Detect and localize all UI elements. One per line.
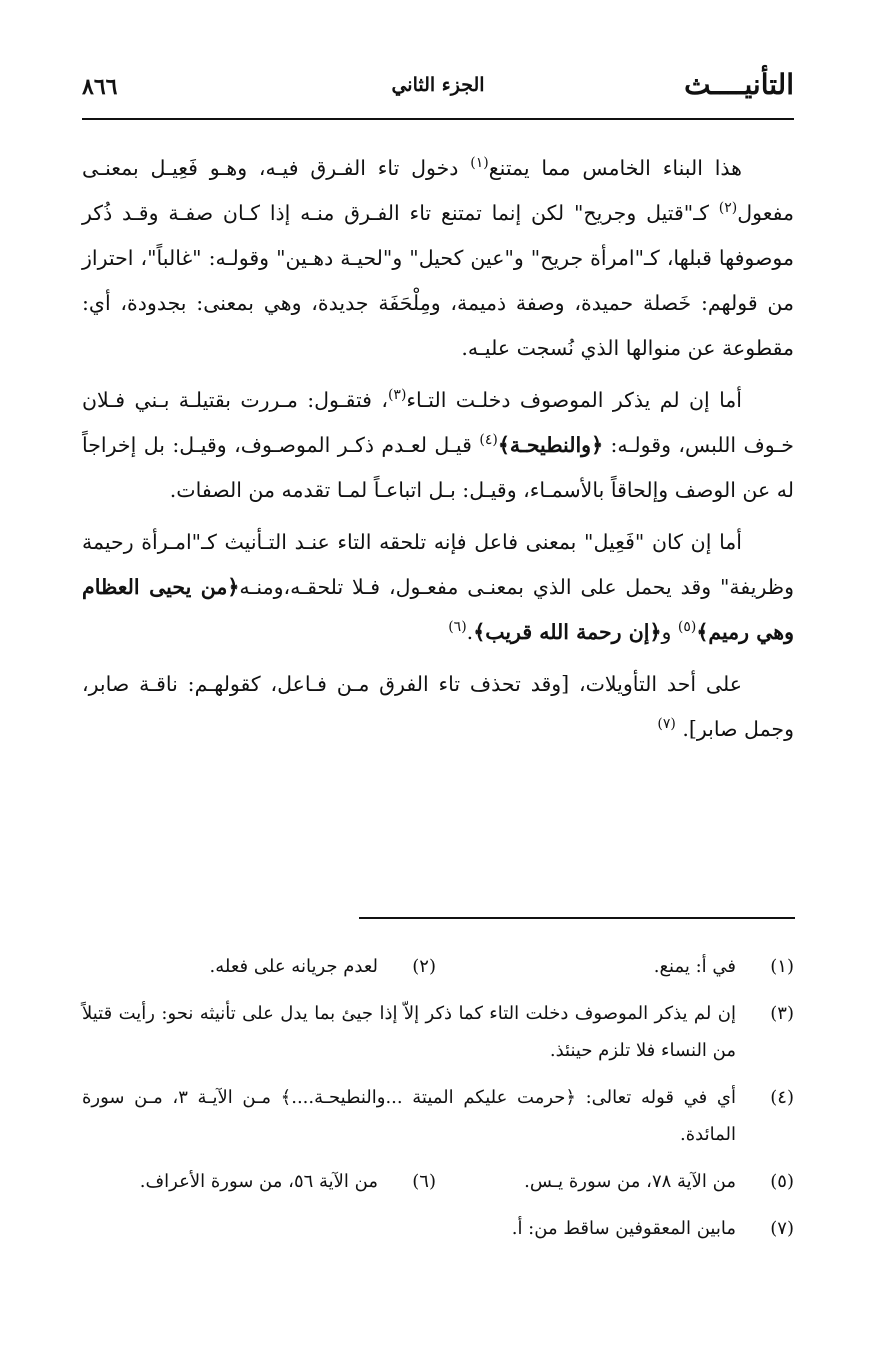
footnote-4	[82, 1079, 794, 1153]
text-run: دخول تاء الفـرق فيـه، وهـو فَعِيـل بمعنـى مفعول	[82, 156, 794, 225]
footnote-6	[82, 1163, 436, 1200]
footnote-text: مابين المعقوفين ساقط من: أ.	[511, 1218, 736, 1239]
running-header	[82, 62, 794, 120]
footnote-number: (٥)	[770, 1171, 794, 1192]
page-number: ٨٦٦	[82, 74, 118, 100]
footnotes	[82, 948, 794, 1257]
footnote-number: (٢)	[412, 956, 436, 977]
footnote-ref-2: (٢)	[718, 200, 738, 217]
text-run: كـ"قتيل وجريح" لكن إنما تمتنع تاء الفـرق منـه إذا كـان صفـة وقـد ذُكر موصوفها قبلها، كـ"امرأة جريح" و"عين كحيل" و"لحيـة دهـين" وقولـه: "غالباً"، احتراز من قولهم: خَصلة حميدة، وصفة ذميمة، ومِلْحَفَة جديدة، وهي بمعنى: بجدودة، أي: مقطوعة عن منوالها الذي نُسجت عليـه.	[82, 201, 794, 360]
footnote-divider	[359, 917, 795, 919]
footnote-ref-6: (٦)	[448, 619, 467, 636]
text-run: و	[661, 620, 678, 644]
footnote-text: أي في قوله تعالى: ﴿حرمت عليكم الميتة ...والنطيحـة....﴾ مـن الآيـة ٣، مـن سورة المائدة.	[82, 1087, 737, 1145]
text-run: .	[466, 620, 474, 644]
text-run: ، فتقـول: مـررت بقتيلـة بـني فـلان خـوف اللبس، وقولـه:	[82, 388, 794, 457]
paragraph-3	[82, 520, 794, 655]
paragraph-1	[82, 146, 794, 371]
text-run: أما إن لم يذكر الموصوف دخلـت التـاء	[406, 388, 742, 412]
text-run: هذا البناء الخامس مما يمتنع	[488, 156, 742, 180]
footnote-number: (٦)	[412, 1171, 436, 1192]
footnote-text: لعدم جريانه على فعله.	[209, 956, 378, 977]
footnote-ref-3: (٣)	[387, 387, 407, 404]
footnote-text: إن لم يذكر الموصوف دخلت التاء كما ذكر إلاّ إذا جيئ بما يدل على تأنيثه نحو: رأيت قتيلاً من النساء فلا تلزم حينئذ.	[82, 1003, 736, 1061]
paragraph-4	[82, 662, 794, 752]
footnote-text: من الآية ٥٦، من سورة الأعراف.	[139, 1171, 378, 1192]
chapter-title: التأنيــــث	[684, 68, 794, 101]
quran-quote: ﴿إن رحمة الله قريب﴾	[473, 620, 662, 644]
footnote-5	[436, 1163, 794, 1200]
footnote-ref-4: (٤)	[479, 432, 498, 449]
main-text	[82, 146, 794, 759]
footnote-text: من الآية ٧٨، من سورة يـس.	[524, 1171, 736, 1192]
footnote-number: (٤)	[770, 1087, 794, 1108]
quran-quote: ﴿من يحيى العظام وهي رميم﴾	[82, 575, 794, 644]
footnote-number: (٣)	[770, 1003, 794, 1024]
paragraph-2	[82, 378, 794, 513]
footnote-ref-7: (٧)	[657, 716, 676, 733]
text-run: أما إن كان "فَعِيل" بمعنى فاعل فإنه تلحقه التاء عنـد التـأنيث كـ"امـرأة رحيمة وظريفة" وقد يحمل على الذي بمعنـى مفعـول، فـلا تلحقـه،ومنـه	[82, 530, 794, 599]
volume-label: الجزء الثاني	[391, 74, 485, 96]
footnote-ref-5: (٥)	[677, 619, 697, 636]
footnote-3	[82, 995, 794, 1069]
footnote-row	[82, 948, 794, 985]
footnote-row	[82, 1163, 794, 1200]
text-run: قيـل لعـدم ذكـر الموصـوف، وقيـل: بل إخراجاً له عن الوصف وإلحاقاً بالأسمـاء، وقيـل: بـل اتباعـاً لمـا تقدمه من الصفات.	[82, 433, 794, 502]
quran-quote: ﴿والنطيحـة﴾	[497, 433, 604, 457]
footnote-number: (٧)	[770, 1218, 794, 1239]
footnote-number: (١)	[770, 956, 794, 977]
footnote-7	[82, 1210, 794, 1247]
footnote-2	[82, 948, 436, 985]
footnote-text: في أ: يمنع.	[653, 956, 736, 977]
footnote-1	[436, 948, 794, 985]
text-run: على أحد التأويلات، [وقد تحذف تاء الفرق مـن فـاعل، كقولهـم: ناقـة صابر، وجمل صابر].	[82, 672, 794, 741]
footnote-ref-1: (١)	[470, 155, 489, 172]
